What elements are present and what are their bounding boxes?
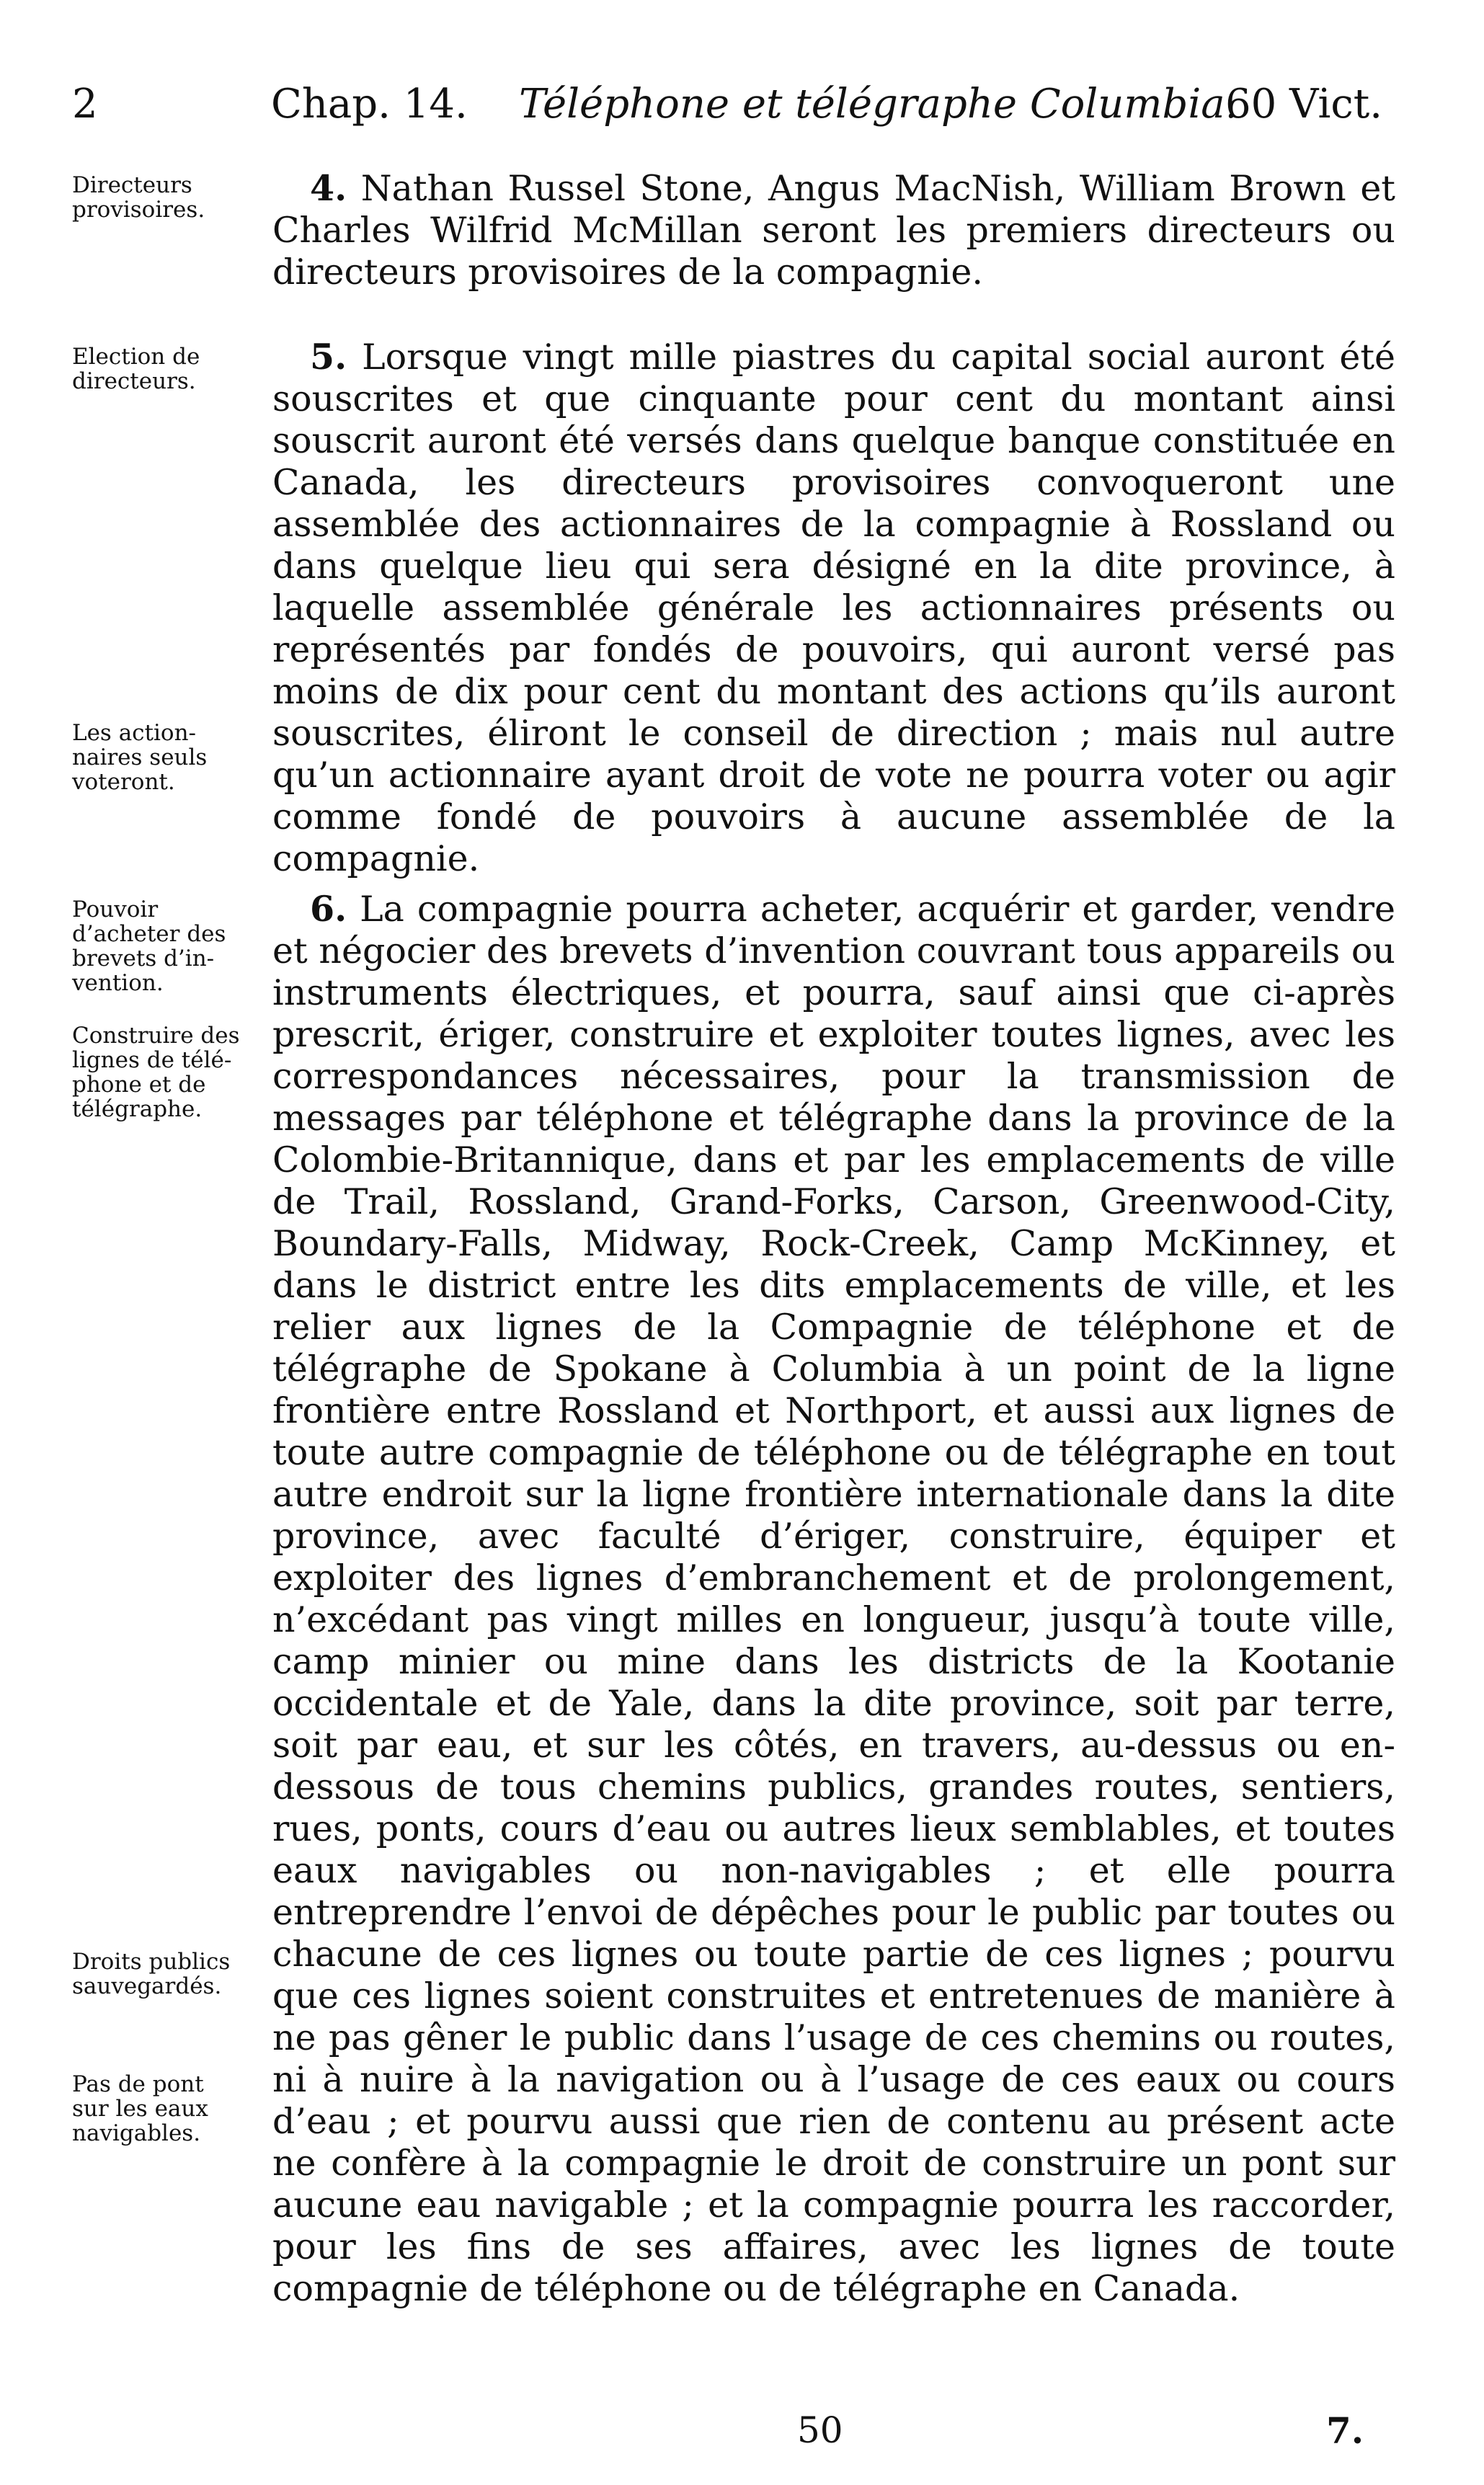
margin-note-actionnaires-voteront: Les action- naires seuls voteront.	[72, 720, 208, 795]
margin-note-construire-lignes: Construire des lignes de télé- phone et de télégraphe.	[72, 1023, 240, 1122]
section-number: 6.	[310, 888, 347, 930]
margin-note-pas-de-pont: Pas de pont sur les eaux navigables.	[72, 2071, 208, 2146]
section-6	[272, 888, 1395, 2310]
margin-note-droits-publics: Droits publics sauvegardés.	[72, 1949, 231, 1999]
section-4	[272, 167, 1395, 293]
footer-page-number: 50	[797, 2409, 843, 2451]
margin-note-directeurs-provisoires: Directeurs provisoires.	[72, 172, 205, 223]
margin-note-brevets: Pouvoir d’acheter des brevets d’in- vention.	[72, 897, 226, 996]
section-number: 5.	[310, 336, 347, 378]
section-5	[272, 336, 1395, 880]
header-page-number: 2	[72, 81, 98, 128]
header-title: Téléphone et télégraphe Columbia.	[519, 81, 1238, 128]
section-number: 4.	[310, 167, 347, 209]
header-year: 60 Vict.	[1225, 81, 1383, 128]
footer-signature-mark: 7.	[1326, 2409, 1364, 2452]
section-text: Nathan Russel Stone, Angus MacNish, William Brown et Charles Wilfrid McMillan seront les premiers directeurs ou directeurs provisoires de la compagnie.	[272, 168, 1396, 293]
section-text: La compagnie pourra acheter, acquérir et garder, vendre et négocier des brevets d’invention couvrant tous appareils ou instruments électriques, et pourra, sauf ainsi que ci-après prescrit, ériger, construire et exploiter toutes lignes, avec les correspondances nécessaires, pour la transmission de messages par téléphone et télégraphe dans la province de la Colombie-Britannique, dans et par les emplacements de ville de Trail, Rossland, Grand-Forks, Carson, Greenwood-City, Boundary-Falls, Midway, Rock-Creek, Camp McKinney, et dans le district entre les dits emplacements de ville, et les relier aux lignes de la Compagnie de téléphone et de télégraphe de Spokane à Columbia à un point de la ligne frontière entre Rossland et Northport, et aussi aux lignes de toute autre compagnie de téléphone ou de télégraphe en tout autre endroit sur la ligne frontière internationale dans la dite province, avec faculté d’ériger, construire, équiper et exploiter des lignes d’embranchement et de prolongement, n’excédant pas vingt milles en longueur, jusqu’à toute ville, camp minier ou mine dans les districts de la Kootanie occidentale et de Yale, dans la dite province, soit par terre, soit par eau, et sur les côtés, en travers, au-dessus ou en-dessous de tous chemins publics, grandes routes, sentiers, rues, ponts, cours d’eau ou autres lieux semblables, et toutes eaux navigables ou non-navigables ; et elle pourra entreprendre l’envoi de dépêches pour le public par toutes ou chacune de ces lignes ou toute partie de ces lignes ; pourvu que ces lignes soient construites et entretenues de manière à ne pas gêner le public dans l’usage de ces chemins ou routes, ni à nuire à la navigation ou à l’usage de ces eaux ou cours d’eau ; et pourvu aussi que rien de contenu au présent acte ne confère à la compagnie le droit de construire un pont sur aucune eau navigable ; et la compagnie pourra les raccorder, pour les fins de ses affaires, avec les lignes de toute compagnie de téléphone ou de télégraphe en Canada.	[272, 889, 1395, 2309]
section-text: Lorsque vingt mille piastres du capital social auront été souscrites et que cinquante pour cent du montant ainsi souscrit auront été versés dans quelque banque constituée en Canada, les directeurs provisoires convoqueront une assemblée des actionnaires de la compagnie à Rossland ou dans quelque lieu qui sera désigné en la dite province, à laquelle assemblée générale les actionnaires présents ou représentés par fondés de pouvoirs, qui auront versé pas moins de dix pour cent du montant des actions qu’ils auront souscrites, éliront le conseil de direction ; mais nul autre qu’un actionnaire ayant droit de vote ne pourra voter ou agir comme fondé de pouvoirs à aucune assemblée de la compagnie.	[272, 337, 1396, 879]
margin-note-election-de-directeurs: Election de directeurs.	[72, 344, 200, 394]
running-header	[0, 81, 1484, 138]
header-chapter: Chap. 14.	[271, 81, 468, 128]
